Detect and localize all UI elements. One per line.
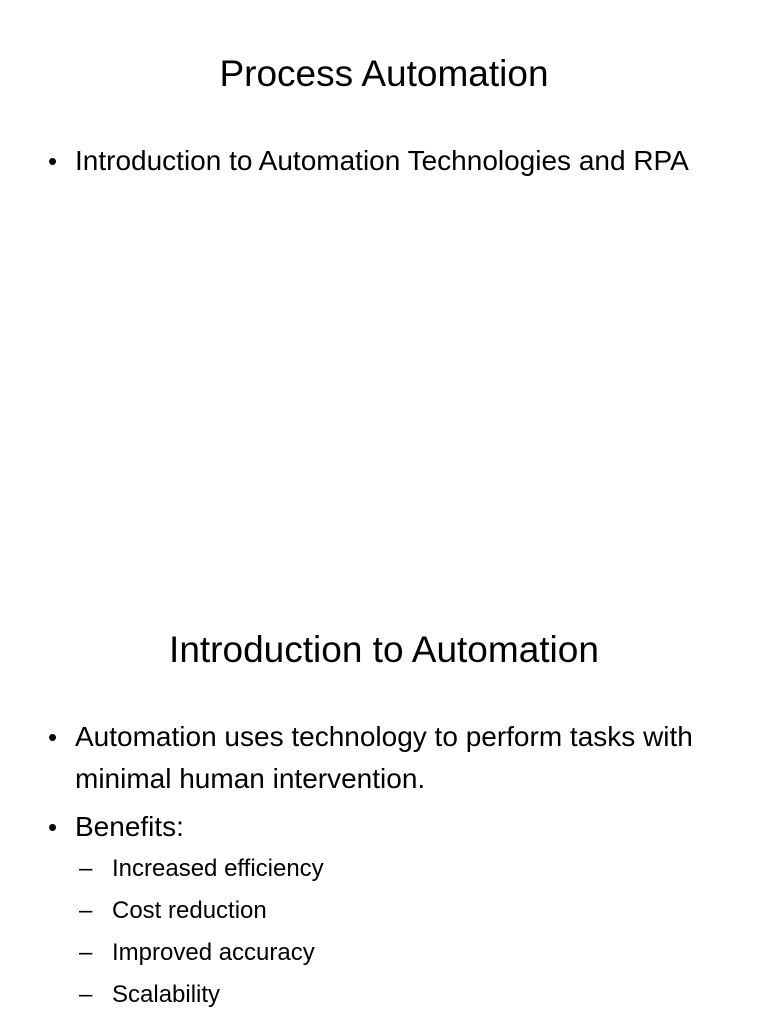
dash-icon: – (79, 981, 93, 1008)
sub-bullet-3 (79, 932, 728, 974)
bullet-dot-icon: • (48, 722, 58, 752)
slide-1-bullet-1 (48, 140, 728, 182)
bullet-text: Introduction to Automation Technologies and RPA (75, 145, 689, 176)
slide-1-bullet-list (48, 140, 728, 188)
sub-bullet-text: Scalability (112, 981, 221, 1008)
dash-icon: – (79, 897, 93, 924)
sub-bullet-4 (79, 974, 728, 1016)
sub-bullet-text: Cost reduction (112, 897, 267, 924)
bullet-text: Automation uses technology to perform tasks with minimal human intervention. (75, 721, 693, 794)
slide-2-title: Introduction to Automation (169, 629, 599, 670)
bullet-dot-icon: • (48, 812, 58, 842)
slide-1-title: Process Automation (219, 53, 549, 94)
slide-2-bullet-list (48, 716, 728, 1022)
bullet-text: Benefits: (75, 811, 184, 842)
slide-2-bullet-1 (48, 716, 728, 800)
slide-2 (0, 512, 768, 1024)
dash-icon: – (79, 855, 93, 882)
slide-2-bullet-2 (48, 806, 728, 1016)
sub-bullet-1 (79, 848, 728, 890)
sub-bullet-2 (79, 890, 728, 932)
bullet-dot-icon: • (48, 146, 58, 176)
benefits-sub-list (75, 848, 728, 1016)
sub-bullet-text: Increased efficiency (112, 855, 324, 882)
dash-icon: – (79, 939, 93, 966)
sub-bullet-text: Improved accuracy (112, 939, 315, 966)
